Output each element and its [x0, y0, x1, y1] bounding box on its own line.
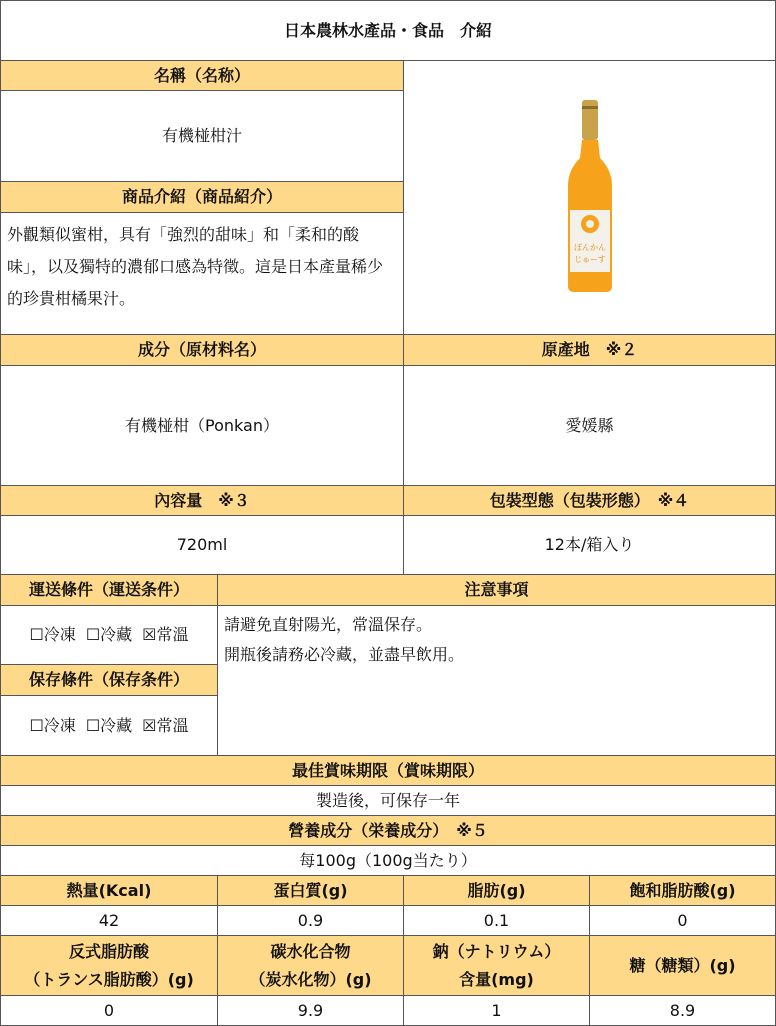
notes-line-1: 請避免直射陽光，常溫保存。 [224, 615, 433, 634]
nutrition-header-saturated-fat: 飽和脂肪酸(g) [589, 875, 776, 906]
transport-option-chilled[interactable]: ☐冷藏 [85, 625, 133, 645]
nutrition-header-protein: 蛋白質(g) [217, 875, 404, 906]
nutrition-value-protein: 0.9 [217, 905, 404, 936]
nutrition-header-sodium: 鈉（ナトリウム） 含量(mg) [403, 935, 590, 996]
ingredients-label: 成分（原材料名） [0, 334, 404, 366]
notes-label: 注意事項 [217, 574, 776, 606]
storage-options [0, 695, 218, 756]
juice-bottle-icon [560, 98, 620, 298]
sheet-title: 日本農林水產品・食品 介紹 [0, 0, 776, 61]
svg-text:じゅーす: じゅーす [573, 254, 606, 264]
storage-option-ambient[interactable]: ☒常溫 [142, 715, 189, 735]
notes-body [217, 605, 776, 756]
origin-value: 愛媛縣 [403, 365, 776, 486]
packaging-label: 包裝型態（包裝形態） ※４ [403, 485, 776, 516]
transport-options [0, 605, 218, 665]
storage-option-chilled[interactable]: ☐冷藏 [85, 715, 133, 735]
nutrition-header-energy: 熱量(Kcal) [0, 875, 218, 906]
storage-label: 保存條件（保存条件） [0, 664, 218, 696]
transport-option-frozen[interactable]: ☐冷凍 [29, 625, 76, 645]
name-label: 名稱（名称） [0, 60, 404, 91]
packaging-value: 12本/箱入り [403, 515, 776, 575]
product-image [403, 60, 776, 335]
transport-label: 運送條件（運送条件） [0, 574, 218, 606]
nutrition-value-sugar: 8.9 [589, 995, 776, 1026]
nutrition-header-fat: 脂肪(g) [403, 875, 590, 906]
nutrition-value-energy: 42 [0, 905, 218, 936]
nutrition-label: 營養成分（栄養成分） ※５ [0, 815, 776, 846]
svg-text:ぽんかん: ぽんかん [573, 242, 606, 252]
content-value: 720ml [0, 515, 404, 575]
intro-label: 商品介紹（商品紹介） [0, 181, 404, 213]
intro-text: 外觀類似蜜柑，具有「強烈的甜味」和「柔和的酸味」，以及獨特的濃郁口感為特徵。這是日本產量稀少的珍貴柑橘果汁。 [0, 212, 404, 335]
best-before-value: 製造後，可保存一年 [0, 785, 776, 816]
nutrition-value-fat: 0.1 [403, 905, 590, 936]
ingredients-value: 有機椪柑（Ponkan） [0, 365, 404, 486]
storage-option-frozen[interactable]: ☐冷凍 [29, 715, 76, 735]
nutrition-value-sodium: 1 [403, 995, 590, 1026]
name-value: 有機椪柑汁 [0, 90, 404, 182]
best-before-label: 最佳賞味期限（賞味期限） [0, 755, 776, 786]
nutrition-per: 每100g（100g当たり） [0, 845, 776, 876]
nutrition-value-saturated-fat: 0 [589, 905, 776, 936]
nutrition-header-trans-fat: 反式脂肪酸 （トランス脂肪酸）(g) [0, 935, 218, 996]
nutrition-value-trans-fat: 0 [0, 995, 218, 1026]
transport-option-ambient[interactable]: ☒常溫 [142, 625, 189, 645]
origin-label: 原產地 ※２ [403, 334, 776, 366]
nutrition-header-carbohydrate: 碳水化合物 （炭水化物）(g) [217, 935, 404, 996]
notes-line-2: 開瓶後請務必冷藏，並盡早飲用。 [224, 645, 465, 664]
nutrition-header-sugar: 糖（糖類）(g) [589, 935, 776, 996]
content-label: 內容量 ※３ [0, 485, 404, 516]
nutrition-value-carbohydrate: 9.9 [217, 995, 404, 1026]
